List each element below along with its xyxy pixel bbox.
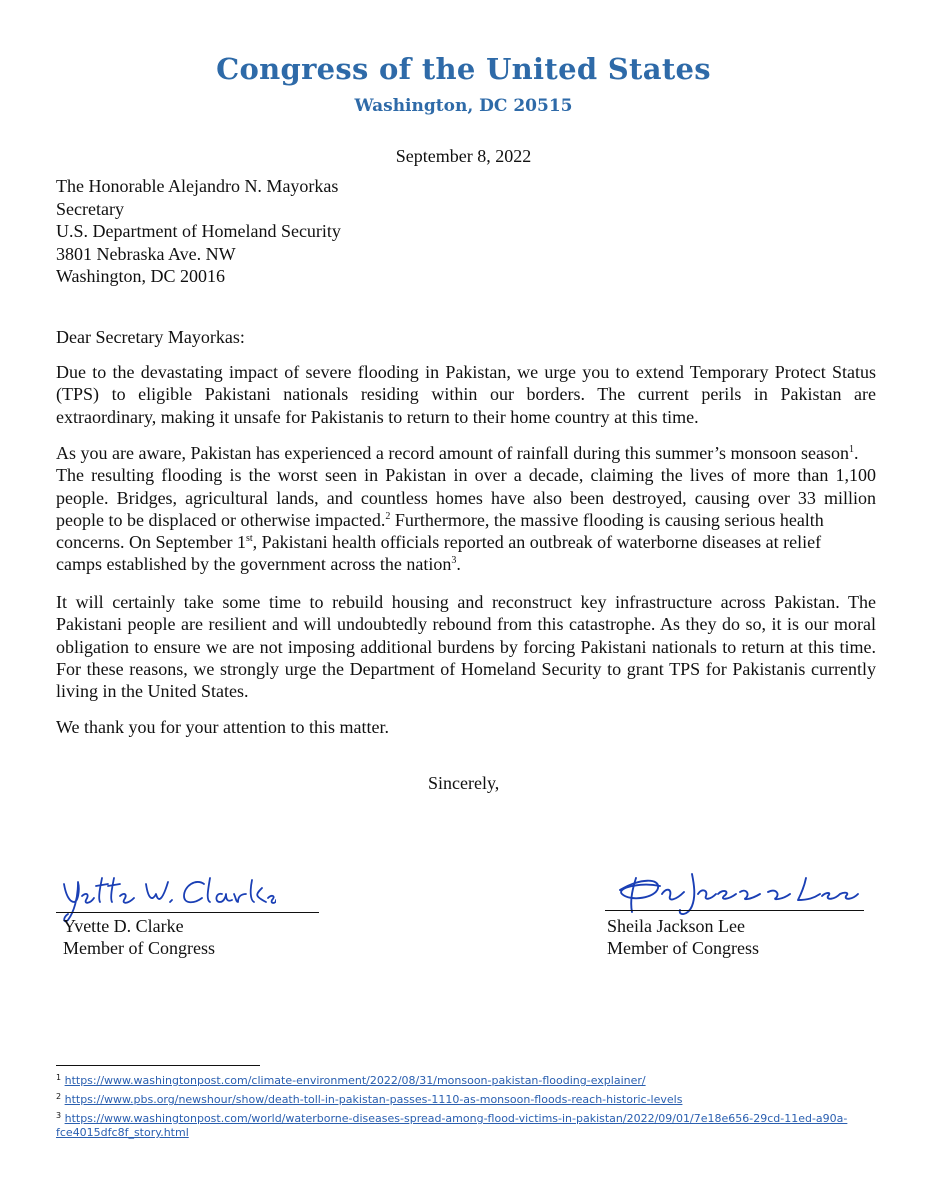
- paragraph-line: obligation to ensure we are not imposing additional burdens by forcing Pakistani nationals to return at this time.: [56, 636, 876, 657]
- paragraph-2: [56, 442, 876, 576]
- letterhead-city: Washington, DC 20515: [354, 96, 573, 116]
- footnote-ref: 1: [848, 444, 854, 455]
- ordinal-suffix: st: [245, 533, 253, 545]
- paragraph-line: Pakistani people are resilient and will undoubtedly rebound from this catastrophe. As they do so, it is our moral: [56, 614, 876, 635]
- signature-line: [56, 912, 319, 913]
- footnote-ref: 3: [451, 555, 457, 567]
- footnote-divider: [56, 1065, 260, 1066]
- paragraph-3: [56, 591, 876, 702]
- recipient-name: The Honorable Alejandro N. Mayorkas: [56, 176, 339, 196]
- paragraph-line: As you are aware, Pakistan has experienced a record amount of rainfall during this summer’s monsoon season$^1$.: [56, 443, 859, 463]
- paragraph-line: For these reasons, we strongly urge the Department of Homeland Security to grant TPS for Pakistanis currently: [56, 658, 876, 679]
- paragraph-1: [56, 361, 876, 428]
- paragraph-line: Due to the devastating impact of severe flooding in Pakistan, we urge you to extend Temporary Protect Status: [56, 362, 876, 382]
- paragraph-line: extraordinary, making it unsafe for Pakistanis to return to their home country at this time.: [56, 406, 699, 427]
- recipient-department: U.S. Department of Homeland Security: [56, 221, 341, 241]
- recipient-title: Secretary: [56, 198, 124, 219]
- footnote-number: 3: [56, 1111, 62, 1120]
- footnote-link[interactable]: fce4015dfc8f_story.html: [56, 1126, 189, 1139]
- paragraph-line: camps established by the government across the nation$^3$.: [56, 554, 461, 575]
- signature-jackson-lee: [600, 866, 865, 922]
- footnote-link[interactable]: https://www.pbs.org/newshour/show/death-toll-in-pakistan-passes-1110-as-monsoon-floods-reach-historic-levels: [64, 1093, 683, 1106]
- paragraph-line: people to be displaced or otherwise impacted.$^2$ Furthermore, the massive flooding is causing serious health: [56, 509, 824, 530]
- recipient-street: 3801 Nebraska Ave. NW: [56, 243, 236, 264]
- footnote-link[interactable]: https://www.washingtonpost.com/world/waterborne-diseases-spread-among-flood-victims-in-pakistan/2022/09/01/7e18e656-29cd-11ed-a90a-: [64, 1112, 848, 1125]
- closing: Sincerely,: [428, 773, 500, 793]
- paragraph-line: people. Bridges, agricultural lands, and countless homes have also been destroyed, causing over 33 million: [56, 487, 876, 508]
- signatory-name: Sheila Jackson Lee: [607, 916, 745, 936]
- footnote-number: 2: [56, 1092, 62, 1101]
- footnote-link[interactable]: https://www.washingtonpost.com/climate-environment/2022/08/31/monsoon-pakistan-flooding-explainer/: [64, 1074, 646, 1087]
- footnote-3: [56, 1112, 847, 1140]
- paragraph-line: concerns. On September 1st, Pakistani health officials reported an outbreak of waterborne diseases at relief: [56, 532, 822, 553]
- paragraph-line: (TPS) to eligible Pakistani nationals residing within our borders. The current perils in Pakistan are: [56, 384, 876, 405]
- footnote-ref: 2: [385, 510, 391, 522]
- salutation: Dear Secretary Mayorkas:: [56, 327, 245, 347]
- footnote-1: [56, 1074, 646, 1088]
- paragraph-line: It will certainly take some time to rebuild housing and reconstruct key infrastructure across Pakistan. The: [56, 592, 876, 612]
- signature-line: [605, 910, 864, 911]
- paragraph-4: [56, 716, 876, 738]
- footnote-2: [56, 1093, 682, 1107]
- recipient-address: [56, 175, 341, 288]
- signatory-name: Yvette D. Clarke: [63, 916, 184, 936]
- paragraph-line: The resulting flooding is the worst seen in Pakistan in over a decade, claiming the lives of more than 1,100: [56, 465, 876, 486]
- signatory-title: Member of Congress: [63, 938, 215, 958]
- paragraph-line: We thank you for your attention to this matter.: [56, 717, 389, 737]
- letter-date: September 8, 2022: [395, 146, 532, 166]
- signatory-block: [63, 915, 215, 959]
- footnote-number: 1: [56, 1073, 62, 1082]
- signatory-block: [607, 915, 759, 959]
- recipient-city: Washington, DC 20016: [56, 266, 226, 286]
- signatory-title: Member of Congress: [607, 938, 759, 958]
- letterhead-title: Congress of the United States: [216, 52, 711, 86]
- paragraph-line: living in the United States.: [56, 681, 249, 702]
